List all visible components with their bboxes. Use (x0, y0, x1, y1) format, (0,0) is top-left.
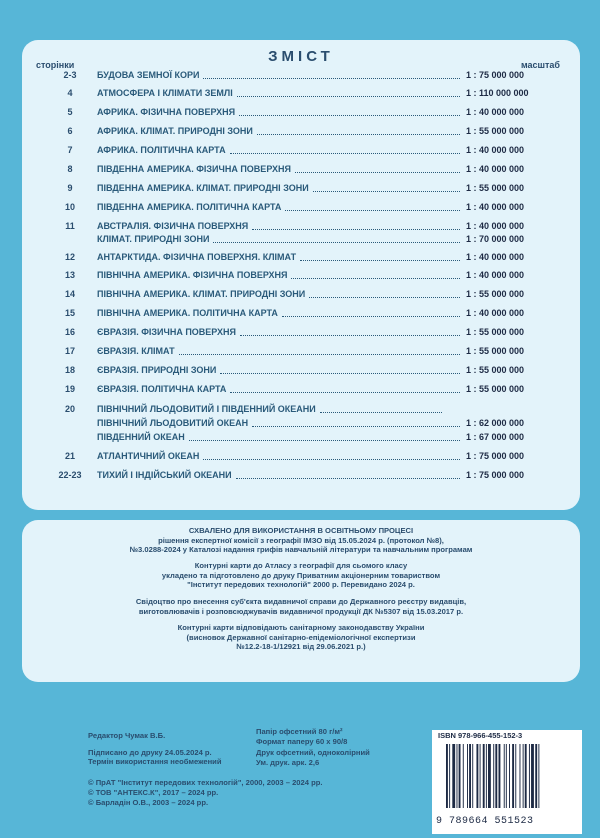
barcode-bar (499, 744, 501, 808)
barcode-bar (523, 744, 524, 808)
barcode-bar (488, 744, 491, 808)
book-prepared-by: укладено та підготовлено до друку Приватним акціонерним товариством (161, 570, 441, 580)
approval-catalog: №3.0288-2024 у Каталозі надання грифів навчальній літератури та навчальним програмам (129, 545, 473, 554)
toc-row (22, 418, 580, 430)
toc-row-title: АНТАРКТИДА. ФІЗИЧНА ПОВЕРХНЯ. КЛІМАТ (97, 252, 297, 262)
toc-row-title: АФРИКА. ПОЛІТИЧНА КАРТА (97, 145, 226, 155)
toc-row-scale: 1 : 40 000 000 (466, 164, 525, 174)
barcode-bar (509, 744, 510, 808)
toc-row-leader (189, 440, 460, 441)
toc-row (22, 107, 580, 119)
toc-row-scale: 1 : 67 000 000 (466, 432, 525, 442)
toc-row (22, 221, 580, 233)
toc-row-scale: 1 : 75 000 000 (466, 470, 525, 480)
toc-row (22, 308, 580, 320)
toc-title: ЗМІСТ (268, 48, 334, 65)
toc-row-leader (320, 412, 442, 413)
barcode-bar (449, 744, 450, 808)
toc-row-leader (239, 115, 460, 116)
toc-row-leader (220, 373, 460, 374)
toc-row (22, 126, 580, 138)
copyright-2: © ТОВ "АНТЕКС.К", 2017 – 2024 рр. (88, 788, 219, 797)
toc-row-page: 14 (64, 289, 75, 299)
toc-row (22, 234, 580, 246)
barcode-bar (538, 744, 539, 808)
toc-row-title: БУДОВА ЗЕМНОЇ КОРИ (97, 70, 200, 80)
toc-row-page: 16 (64, 327, 75, 337)
toc-row-scale: 1 : 55 000 000 (466, 183, 525, 193)
toc-row-title: ПІВДЕННА АМЕРИКА. ФІЗИЧНА ПОВЕРХНЯ (97, 164, 291, 174)
toc-row-page: 19 (64, 384, 75, 394)
toc-row-page: 18 (64, 365, 75, 375)
toc-row-leader (257, 134, 460, 135)
toc-row-page: 5 (67, 107, 73, 117)
toc-row-title: АВСТРАЛІЯ. ФІЗИЧНА ПОВЕРХНЯ (97, 221, 249, 231)
copyright-3: © Барладін О.В., 2003 – 2024 рр. (88, 798, 209, 807)
toc-row-leader (295, 172, 460, 173)
barcode-bar (472, 744, 473, 808)
toc-row-scale: 1 : 55 000 000 (466, 327, 525, 337)
barcode-bar (531, 744, 534, 808)
toc-row-leader (252, 229, 460, 230)
toc-row-scale: 1 : 40 000 000 (466, 107, 525, 117)
toc-row-title: ПІВНІЧНА АМЕРИКА. КЛІМАТ. ПРИРОДНІ ЗОНИ (97, 289, 306, 299)
barcode-bar (512, 744, 514, 808)
toc-row-leader (203, 78, 460, 79)
toc-row-leader (240, 335, 460, 336)
toc-row-title: ЄВРАЗІЯ. ФІЗИЧНА ПОВЕРХНЯ (97, 327, 236, 337)
toc-row-page: 17 (64, 346, 75, 356)
toc-row-page: 15 (64, 308, 75, 318)
barcode-bar (476, 744, 478, 808)
toc-row-title: ПІВДЕННИЙ ОКЕАН (97, 432, 185, 442)
barcode-bar (525, 744, 527, 808)
print-type: Друк офсетний, одноколірний (256, 748, 370, 757)
sanitary-number: №12.2-18-1/12921 від 29.06.2021 р.) (236, 642, 366, 651)
barcode-bar (486, 744, 487, 808)
toc-row (22, 404, 580, 416)
toc-row-title: АТМОСФЕРА І КЛІМАТИ ЗЕМЛІ (97, 88, 233, 98)
toc-row-page: 9 (67, 183, 73, 193)
barcode-bar (459, 744, 461, 808)
toc-row (22, 289, 580, 301)
toc-row-title: ПІВДЕННА АМЕРИКА. ПОЛІТИЧНА КАРТА (97, 202, 282, 212)
toc-row-leader (179, 354, 460, 355)
editor-text: Редактор Чумак В.Б. (88, 731, 166, 740)
toc-row-page: 11 (65, 221, 75, 231)
toc-row (22, 88, 580, 100)
barcode-bar (469, 744, 471, 808)
approval-decision: рішення експертної комісії з географії ІМЗО від 15.05.2024 р. (протокол №8), (158, 535, 444, 545)
scale-column-header: масштаб (520, 60, 560, 70)
barcode-bar (463, 744, 464, 808)
toc-row-scale: 1 : 55 000 000 (466, 126, 525, 136)
barcode-icon (444, 744, 574, 808)
toc-row-scale: 1 : 75 000 000 (466, 451, 525, 461)
toc-row-page: 13 (64, 270, 75, 280)
toc-row (22, 270, 580, 282)
sanitary-conclusion: (висновок Державної санітарно-епідеміологічної експертизи (186, 632, 416, 642)
toc-row-leader (203, 459, 460, 460)
toc-row-title: ЄВРАЗІЯ. ПРИРОДНІ ЗОНИ (97, 365, 217, 375)
toc-row (22, 145, 580, 157)
barcode-bar (446, 744, 448, 808)
toc-row (22, 346, 580, 358)
sanitary-compliance: Контурні карти відповідають санітарному законодавству України (177, 623, 425, 632)
approval-heading: СХВАЛЕНО ДЛЯ ВИКОРИСТАННЯ В ОСВІТНЬОМУ ПРОЦЕСІ (188, 526, 414, 535)
toc-row-leader (285, 210, 460, 211)
barcode-bar (495, 744, 497, 808)
barcode-bar (506, 744, 507, 808)
toc-row-page: 22-23 (58, 470, 82, 480)
toc-row (22, 252, 580, 264)
toc-row-leader (230, 153, 460, 154)
toc-row (22, 70, 580, 82)
toc-row-scale: 1 : 40 000 000 (466, 145, 525, 155)
toc-row (22, 327, 580, 339)
paper-type: Папір офсетний 80 г/м² (256, 727, 343, 736)
paper-format: Формат паперу 60 х 90/8 (256, 737, 348, 746)
copyright-1: © ПрАТ "Інститут передових технологій", 2000, 2003 – 2024 рр. (88, 778, 323, 787)
toc-row-scale: 1 : 40 000 000 (466, 221, 525, 231)
publisher-certificate: Свідоцтво про внесення суб'єкта видавничої справи до Державного реєстру видавців, (135, 597, 467, 606)
toc-row-scale: 1 : 62 000 000 (466, 418, 525, 428)
toc-row (22, 384, 580, 396)
toc-row-title: ПІВНІЧНИЙ ЛЬОДОВИТИЙ І ПІВДЕННИЙ ОКЕАНИ (97, 404, 316, 414)
toc-row-scale: 1 : 40 000 000 (466, 270, 525, 280)
toc-row-title: ПІВНІЧНА АМЕРИКА. ФІЗИЧНА ПОВЕРХНЯ (97, 270, 288, 280)
toc-row-leader (300, 260, 460, 261)
toc-row-page: 8 (67, 164, 73, 174)
toc-row-page: 12 (64, 252, 75, 262)
toc-row (22, 164, 580, 176)
toc-row (22, 183, 580, 195)
toc-row-leader (230, 392, 460, 393)
table-of-contents (22, 40, 580, 510)
toc-row (22, 432, 580, 444)
toc-row-title: АФРИКА. КЛІМАТ. ПРИРОДНІ ЗОНИ (97, 126, 253, 136)
toc-row-page: 10 (64, 202, 75, 212)
toc-row-page: 4 (67, 88, 73, 98)
toc-row-leader (291, 278, 460, 279)
book-publisher: "Інститут передових технологій" 2000 р. Перевидано 2024 р. (187, 580, 415, 589)
toc-row-title: ПІВНІЧНИЙ ЛЬОДОВИТИЙ ОКЕАН (97, 418, 249, 428)
toc-row-page: 2-3 (63, 70, 77, 80)
toc-row-leader (236, 478, 460, 479)
book-description: Контурні карти до Атласу з географії для сьомого класу (194, 561, 408, 570)
isbn-label: ISBN 978-966-455-152-3 (438, 731, 523, 740)
toc-row-leader (282, 316, 460, 317)
toc-row-title: ПІВНІЧНА АМЕРИКА. ПОЛІТИЧНА КАРТА (97, 308, 278, 318)
toc-row-title: КЛІМАТ. ПРИРОДНІ ЗОНИ (97, 234, 210, 244)
toc-row-scale: 1 : 55 000 000 (466, 365, 525, 375)
toc-row (22, 202, 580, 214)
toc-row-title: ЄВРАЗІЯ. ПОЛІТИЧНА КАРТА (97, 384, 227, 394)
toc-row-scale: 1 : 55 000 000 (466, 346, 525, 356)
toc-row-scale: 1 : 55 000 000 (466, 384, 525, 394)
pages-column-header: сторінки (36, 60, 75, 70)
toc-row-scale: 1 : 40 000 000 (466, 308, 525, 318)
toc-row-scale: 1 : 110 000 000 (466, 88, 529, 98)
toc-row-leader (237, 96, 460, 97)
print-sheets: Ум. друк. арк. 2,6 (256, 758, 320, 767)
toc-row-scale: 1 : 40 000 000 (466, 202, 525, 212)
toc-row-title: ТИХИЙ І ІНДІЙСЬКИЙ ОКЕАНИ (97, 470, 232, 480)
isbn-barcode-block (432, 730, 582, 834)
barcode-bar (452, 744, 455, 808)
barcode-bar (483, 744, 485, 808)
toc-row-page: 6 (67, 126, 73, 136)
toc-row-page: 7 (67, 145, 73, 155)
toc-row (22, 470, 580, 482)
approval-info-panel (22, 520, 580, 682)
usage-term: Термін використання необмежений (88, 757, 222, 766)
barcode-bar (535, 744, 537, 808)
toc-row-title: ПІВДЕННА АМЕРИКА. КЛІМАТ. ПРИРОДНІ ЗОНИ (97, 183, 309, 193)
toc-row (22, 365, 580, 377)
publisher-certificate-number: виготовлювачів і розповсюджувачів видавничої продукції ДК №5307 від 15.03.2017 р. (138, 606, 464, 616)
barcode-bar (504, 744, 505, 808)
toc-row-leader (313, 191, 460, 192)
toc-row-title: АФРИКА. ФІЗИЧНА ПОВЕРХНЯ (97, 107, 236, 117)
toc-row-page: 20 (64, 404, 75, 414)
barcode-bar (467, 744, 468, 808)
toc-row-scale: 1 : 55 000 000 (466, 289, 525, 299)
barcode-bar (529, 744, 530, 808)
barcode-bar (480, 744, 481, 808)
toc-row-leader (213, 242, 460, 243)
barcode-bar (515, 744, 516, 808)
barcode-bar (493, 744, 494, 808)
toc-row-title: ЄВРАЗІЯ. КЛІМАТ (97, 346, 175, 356)
toc-row-page: 21 (64, 451, 75, 461)
toc-row (22, 451, 580, 463)
barcode-digits: 9 789664 551523 (436, 816, 534, 827)
toc-row-leader (252, 426, 460, 427)
barcode-bar (520, 744, 521, 808)
toc-row-scale: 1 : 70 000 000 (466, 234, 525, 244)
barcode-bar (457, 744, 458, 808)
toc-row-scale: 1 : 75 000 000 (466, 70, 525, 80)
toc-row-title: АТЛАНТИЧНИЙ ОКЕАН (97, 451, 200, 461)
toc-row-scale: 1 : 40 000 000 (466, 252, 525, 262)
signed-date: Підписано до друку 24.05.2024 р. (88, 748, 212, 757)
toc-row-leader (309, 297, 460, 298)
